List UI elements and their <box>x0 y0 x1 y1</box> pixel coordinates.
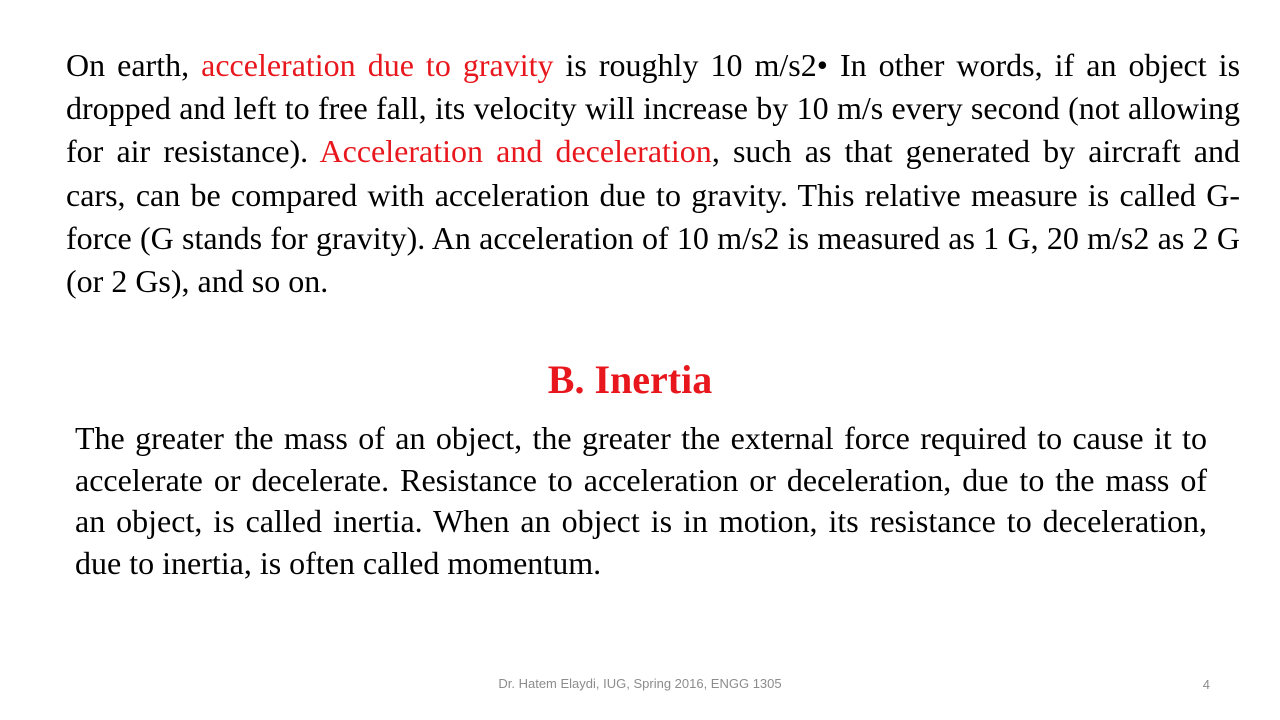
paragraph-text: is roughly 10 m/s2• In other words, if an object is dropped and left to free fall, its velocity will increase by 10 m/s every second (not allowing for air resistance). <box>66 47 1241 170</box>
highlight-acceleration-deceleration: Acceleration and deceleration <box>319 133 712 170</box>
gravity-paragraph <box>66 44 1240 303</box>
section-heading: B. Inertia <box>547 357 713 402</box>
footer-text: Dr. Hatem Elaydi, IUG, Spring 2016, ENGG 1305 <box>498 676 782 691</box>
paragraph-text: On earth, <box>66 47 202 83</box>
inertia-paragraph: The greater the mass of an object, the greater the external force required to cause it to accelerate or decelerate. Resistance to acceleration or deceleration, due to the mass of an object, is called inertia. When an object is in motion, its resistance to deceleration, due to inertia, is often called momentum. <box>75 420 1207 581</box>
highlight-acceleration-gravity: acceleration due to gravity <box>201 47 554 83</box>
paragraph-text: , such as that generated by aircraft and cars, can be compared with acceleration due to gravity. This relative measure is called G-force (G stands for gravity). An acceleration of 10 m/s2 is measured as 1 G, 20 m/s2 as 2 G (or 2 Gs), and so on. <box>66 133 1241 300</box>
page-number: 4 <box>1202 677 1210 692</box>
